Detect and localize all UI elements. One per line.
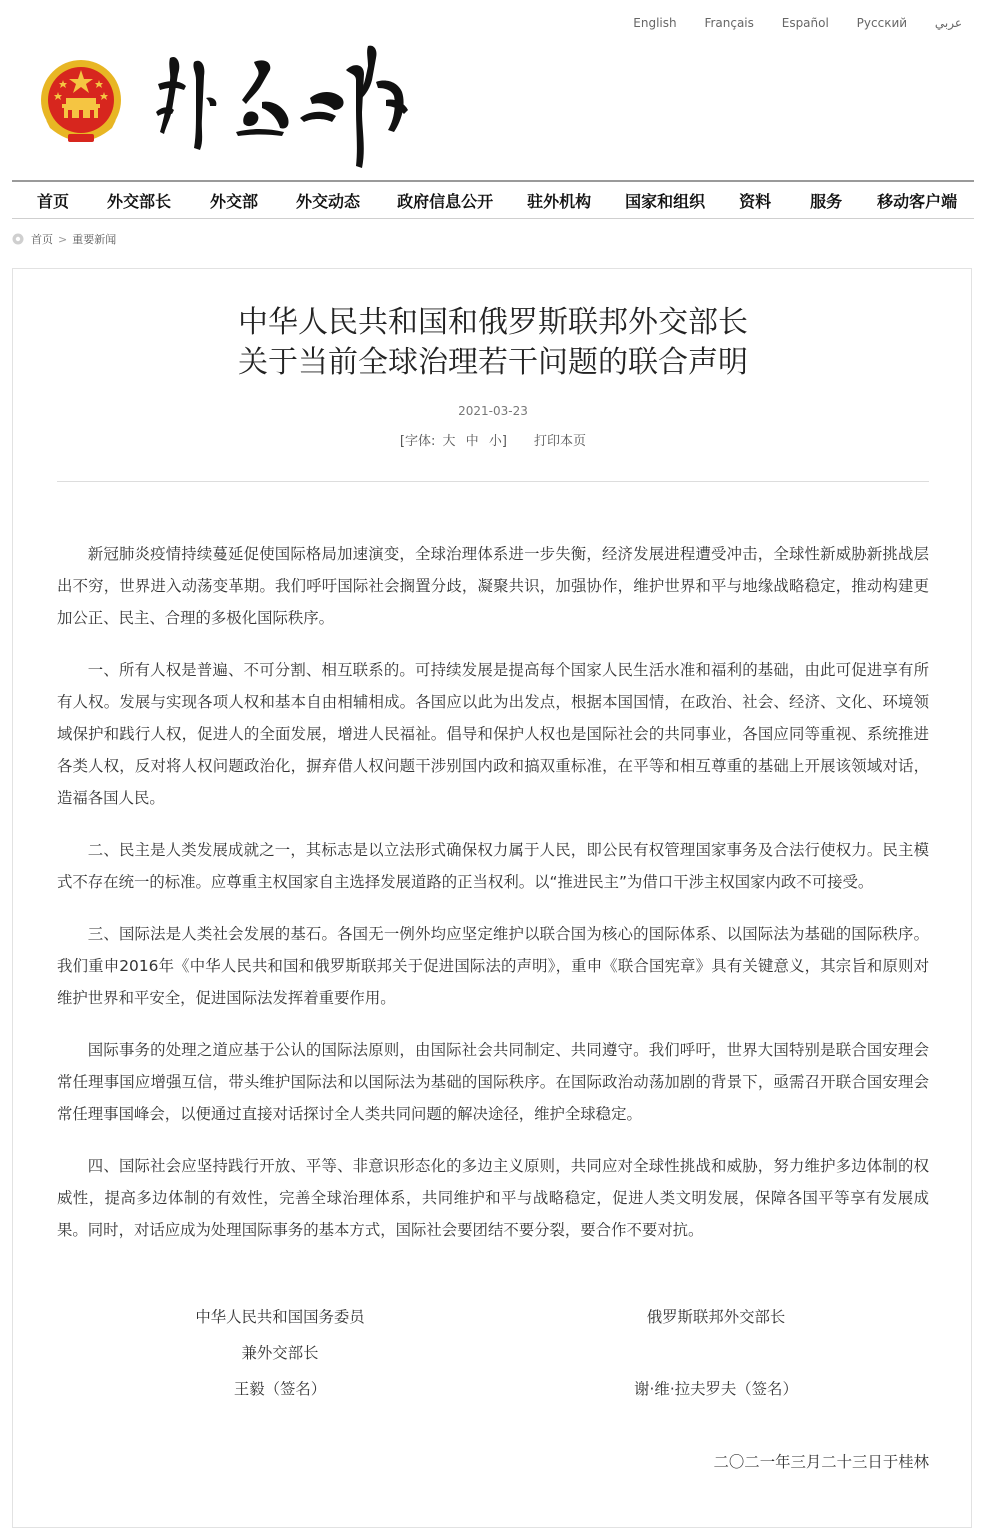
article-date: 2021-03-23 — [458, 404, 528, 418]
article-paragraph: 新冠肺炎疫情持续蔓延促使国际格局加速演变，全球治理体系进一步失衡，经济发展进程遭受冲击，全球性新威胁新挑战层出不穷，世界进入动荡变革期。我们呼吁国际社会搁置分歧，凝聚共识，加强协作，维护世界和平与地缘战略稳定，推动构建更加公正、民主、合理的多极化国际秩序。 — [57, 545, 929, 627]
print-button[interactable]: 打印本页 — [534, 434, 587, 449]
signature-right-title: 俄罗斯联邦外交部长 — [646, 1308, 786, 1326]
font-size-label: [字体: — [399, 434, 436, 449]
signature-left-name: 王毅（签名） — [233, 1380, 327, 1398]
font-size-medium[interactable]: 中 — [465, 434, 479, 449]
signature-left-title: 中华人民共和国国务委员 — [195, 1308, 365, 1326]
breadcrumb — [12, 231, 116, 247]
site-logo[interactable] — [150, 40, 420, 172]
article-tools — [0, 430, 986, 449]
article-paragraph: 三、国际法是人类社会发展的基石。各国无一例外均应坚定维护以联合国为核心的国际体系、以国际法为基础的国际秩序。我们重申2016年《中华人民共和国和俄罗斯联邦关于促进国际法的声明》，重申《联合国宪章》具有关键意义，其宗旨和原则对维护世界和平安全，促进国际法发挥着重要作用。 — [57, 925, 929, 1007]
article-paragraph: 一、所有人权是普遍、不可分割、相互联系的。可持续发展是提高每个国家人民生活水准和福利的基础，由此可促进享有所有人权。发展与实现各项人权和基本自由相辅相成。各国应以此为出发点，根据本国国情，在政治、社会、经济、文化、环境领域保护和践行人权，促进人的全面发展，增进人民福祉。倡导和保护人权也是国际社会的共同事业，各国应同等重视、系统推进各类人权，反对将人权问题政治化，摒弃借人权问题干涉别国内政和搞双重标准，在平等和相互尊重的基础上开展该领域对话，造福各国人民。 — [57, 661, 929, 807]
lang-russian[interactable]: Русский — [856, 16, 908, 30]
font-size-large[interactable]: 大 — [442, 434, 456, 449]
article-paragraph: 二、民主是人类发展成就之一，其标志是以立法形式确保权力属于人民，即公民有权管理国家事务及合法行使权力。民主模式不存在统一的标准。应尊重主权国家自主选择发展道路的正当权利。以“推进民主”为借口干涉主权国家内政不可接受。 — [57, 841, 929, 891]
breadcrumb-home[interactable]: 首页 — [31, 233, 53, 246]
lang-english[interactable]: English — [633, 16, 677, 30]
nav-item-mobile[interactable]: 移动客户端 — [877, 191, 958, 211]
article-paragraph: 国际事务的处理之道应基于公认的国际法原则，由国际社会共同制定、共同遵守。我们呼吁，世界大国特别是联合国安理会常任理事国应增强互信，带头维护国际法和以国际法为基础的国际秩序。在国际政治动荡加剧的背景下，亟需召开联合国安理会常任理事国峰会，以便通过直接对话探讨全人类共同问题的解决途径，维护全球稳定。 — [57, 1041, 929, 1123]
article-paragraph: 四、国际社会应坚持践行开放、平等、非意识形态化的多边主义原则，共同应对全球性挑战和威胁，努力维护多边体制的权威性，提高多边体制的有效性，完善全球治理体系，共同维护和平与战略稳定，促进人类文明发展，保障各国平等享有发展成果。同时，对话应成为处理国际事务的基本方式，国际社会要团结不要分裂，要合作不要对抗。 — [57, 1157, 929, 1239]
lang-arabic[interactable]: عربي — [934, 16, 962, 30]
article-title — [0, 303, 986, 383]
language-bar — [609, 16, 962, 30]
breadcrumb-separator: > — [58, 232, 68, 246]
nav-item-news[interactable]: 外交动态 — [296, 191, 361, 211]
nav-item-countries[interactable]: 国家和组织 — [625, 191, 706, 211]
font-size-small[interactable]: 小] — [488, 434, 507, 449]
lang-french[interactable]: Français — [704, 16, 754, 30]
nav-item-minister[interactable]: 外交部长 — [107, 191, 172, 211]
national-emblem-icon[interactable] — [38, 58, 124, 148]
signature-right-name: 谢·维·拉夫罗夫（签名） — [634, 1380, 798, 1398]
location-icon — [12, 233, 24, 245]
nav-item-services[interactable]: 服务 — [810, 191, 843, 211]
nav-item-resources[interactable]: 资料 — [739, 191, 772, 211]
article-body — [57, 538, 929, 1266]
signature-left-role: 兼外交部长 — [241, 1344, 319, 1362]
closing-date-place: 二〇二一年三月二十三日于桂林 — [713, 1453, 929, 1471]
article-divider — [57, 481, 929, 482]
nav-item-home[interactable]: 首页 — [37, 191, 70, 211]
nav-item-ministry[interactable]: 外交部 — [210, 191, 259, 211]
article-title-line2: 关于当前全球治理若干问题的联合声明 — [238, 345, 748, 380]
breadcrumb-current[interactable]: 重要新闻 — [72, 233, 117, 246]
article-title-line1: 中华人民共和国和俄罗斯联邦外交部长 — [238, 305, 748, 340]
nav-rule — [12, 218, 974, 219]
nav-item-missions[interactable]: 驻外机构 — [527, 191, 592, 211]
main-nav — [12, 182, 974, 218]
lang-spanish[interactable]: Español — [781, 16, 829, 30]
nav-item-gov-info[interactable]: 政府信息公开 — [397, 191, 494, 211]
